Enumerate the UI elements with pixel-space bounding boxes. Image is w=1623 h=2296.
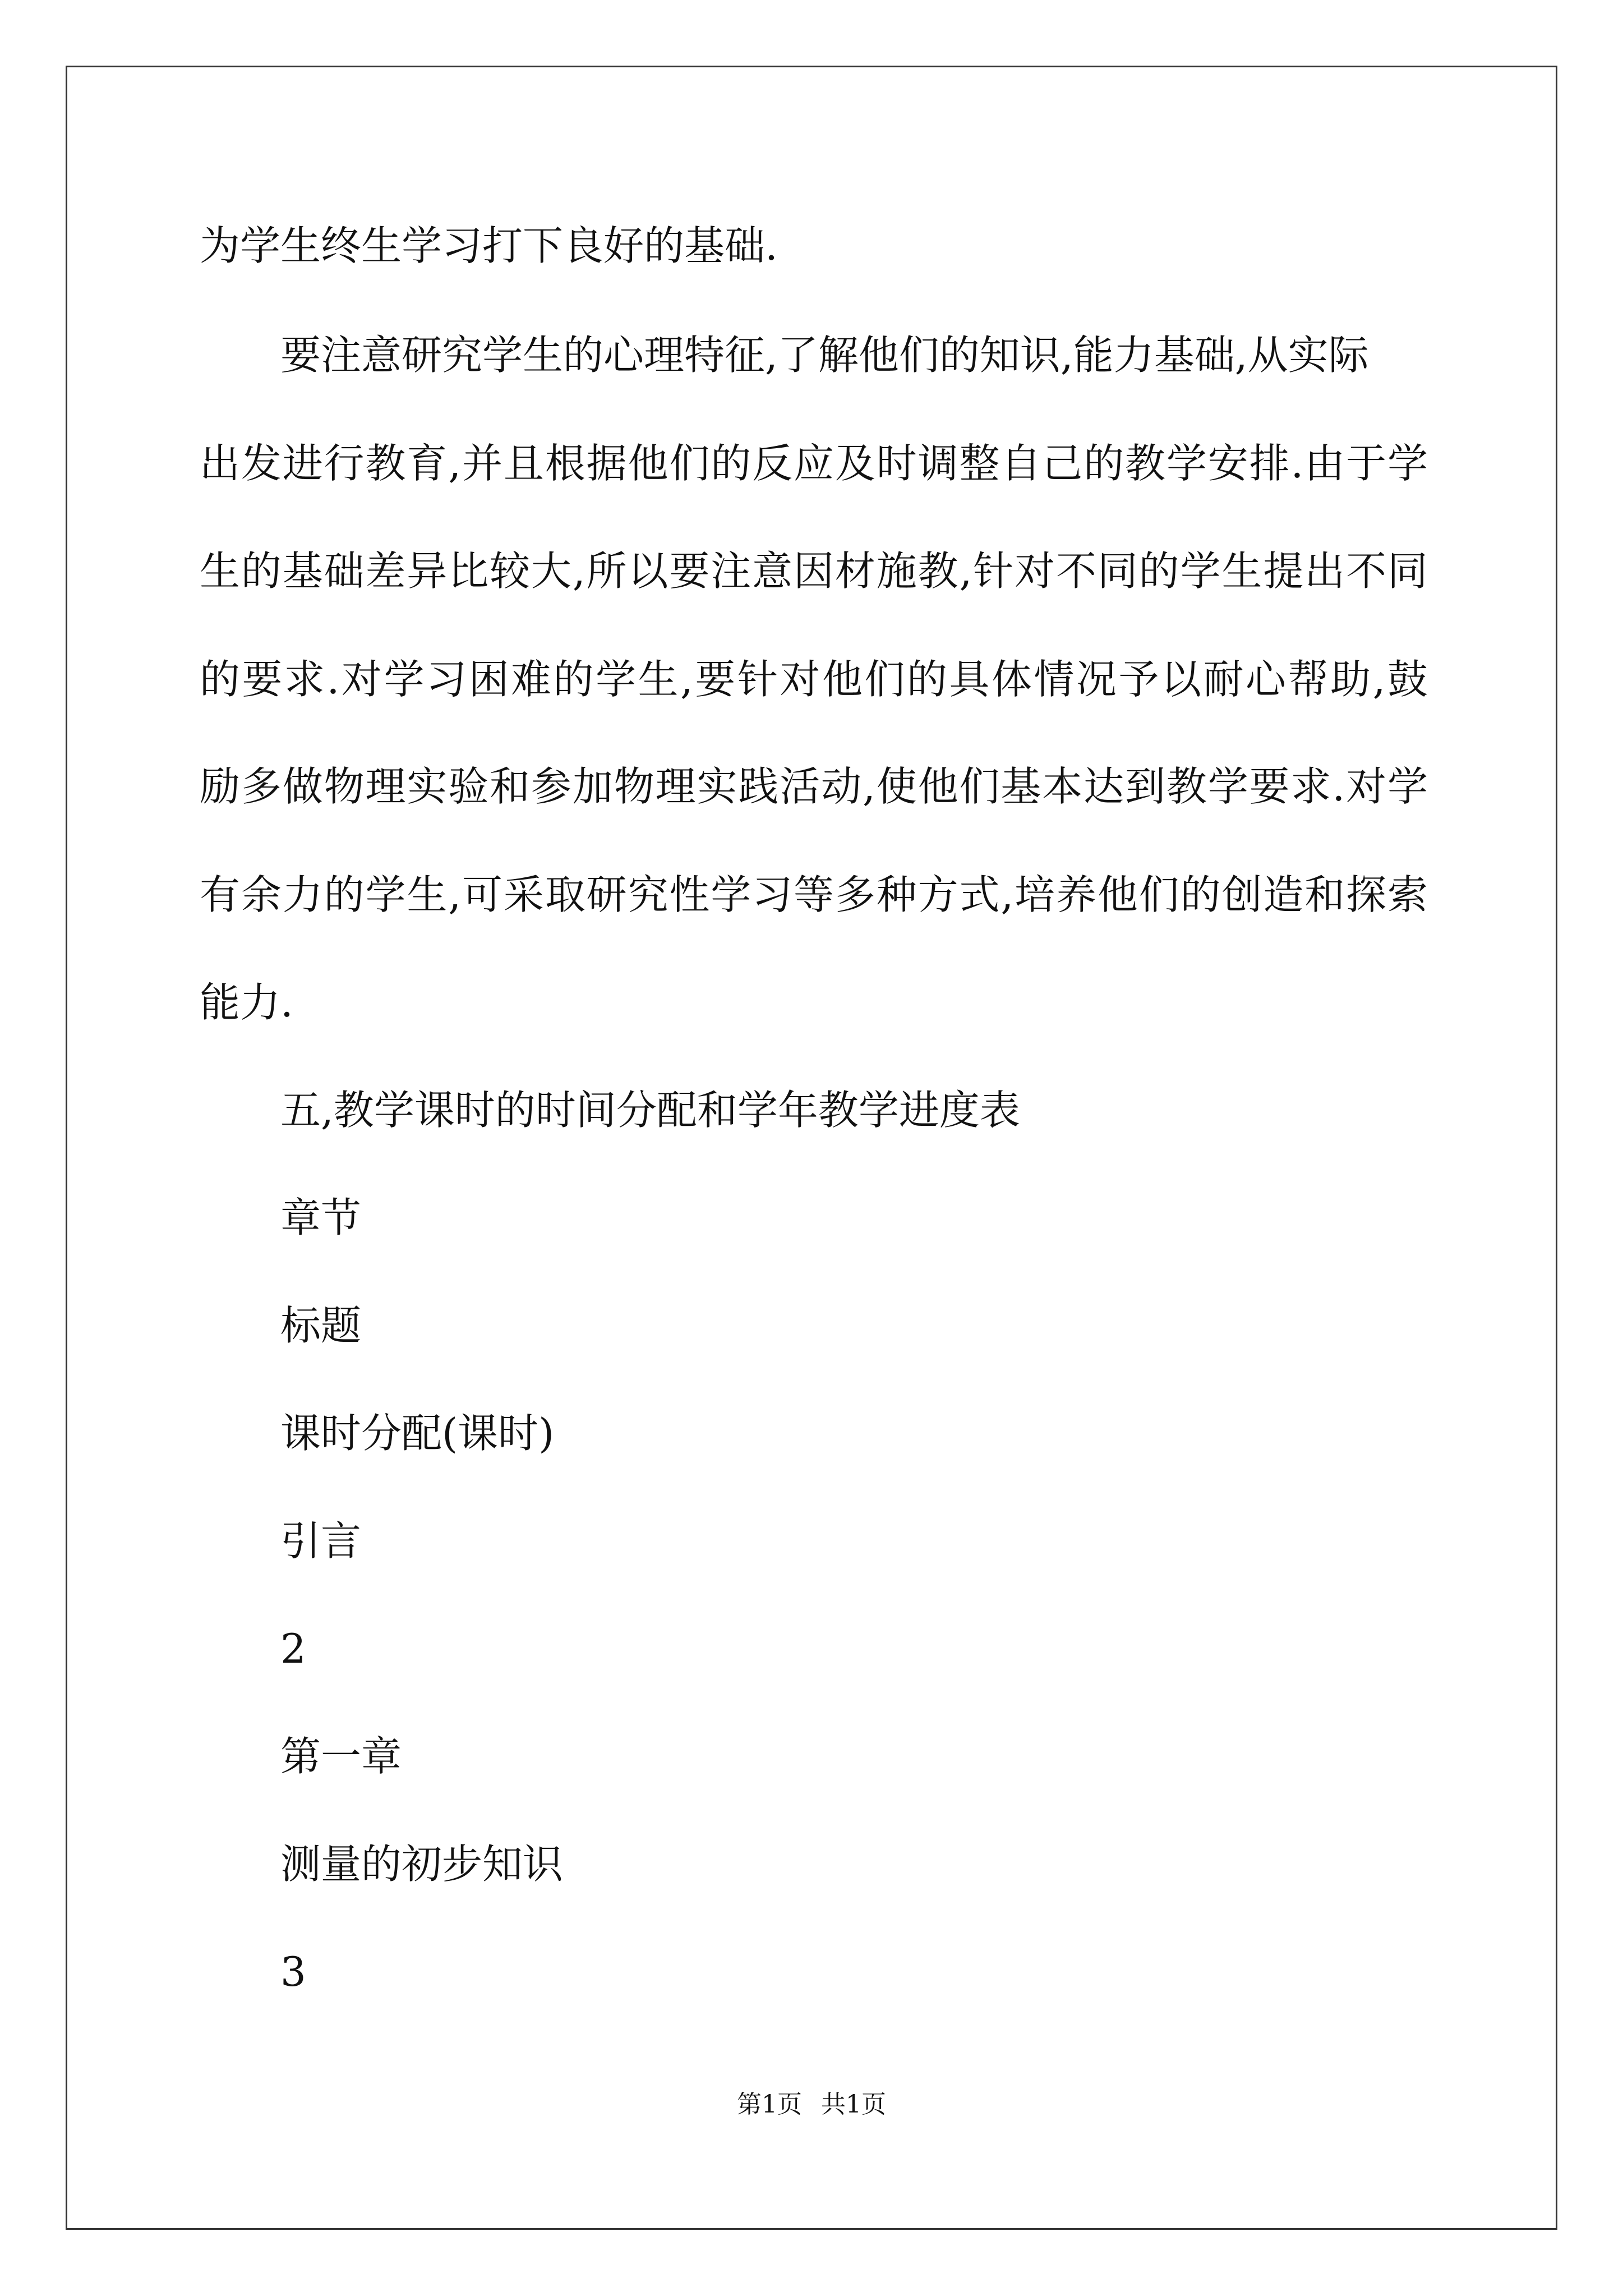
page-border (66, 66, 1557, 2230)
paragraph-line: 要注意研究学生的心理特征,了解他们的知识,能力基础,从实际 (280, 332, 1369, 379)
paragraph-line: 生的基础差异比较大,所以要注意因材施教,针对不同的学生提出不同 (200, 547, 1428, 595)
table-item: 引言 (280, 1517, 362, 1565)
page-footer (0, 2088, 1623, 2122)
paragraph-line: 出发进行教育,并且根据他们的反应及时调整自己的教学安排.由于学 (200, 440, 1428, 487)
paragraph-line: 的要求.对学习困难的学生,要针对他们的具体情况予以耐心帮助,鼓 (200, 656, 1428, 703)
page-number: 第1页 (737, 2090, 802, 2119)
page-total: 共1页 (821, 2090, 886, 2119)
table-item: 第一章 (280, 1733, 402, 1780)
paragraph-line: 为学生终生学习打下良好的基础. (200, 222, 778, 269)
paragraph-line: 励多做物理实验和参加物理实践活动,使他们基本达到教学要求.对学 (200, 763, 1428, 810)
table-item: 2 (280, 1625, 306, 1672)
paragraph-line: 有余力的学生,可采取研究性学习等多种方式,培养他们的创造和探索 (200, 871, 1428, 918)
table-item: 标题 (280, 1302, 362, 1349)
table-item: 章节 (280, 1194, 362, 1241)
table-item: 测量的初步知识 (280, 1841, 564, 1888)
section-heading: 五,教学课时的时间分配和学年教学进度表 (280, 1087, 1020, 1134)
paragraph-line: 能力. (200, 979, 293, 1026)
table-item: 3 (280, 1948, 306, 1995)
table-item: 课时分配(课时) (280, 1410, 555, 1457)
